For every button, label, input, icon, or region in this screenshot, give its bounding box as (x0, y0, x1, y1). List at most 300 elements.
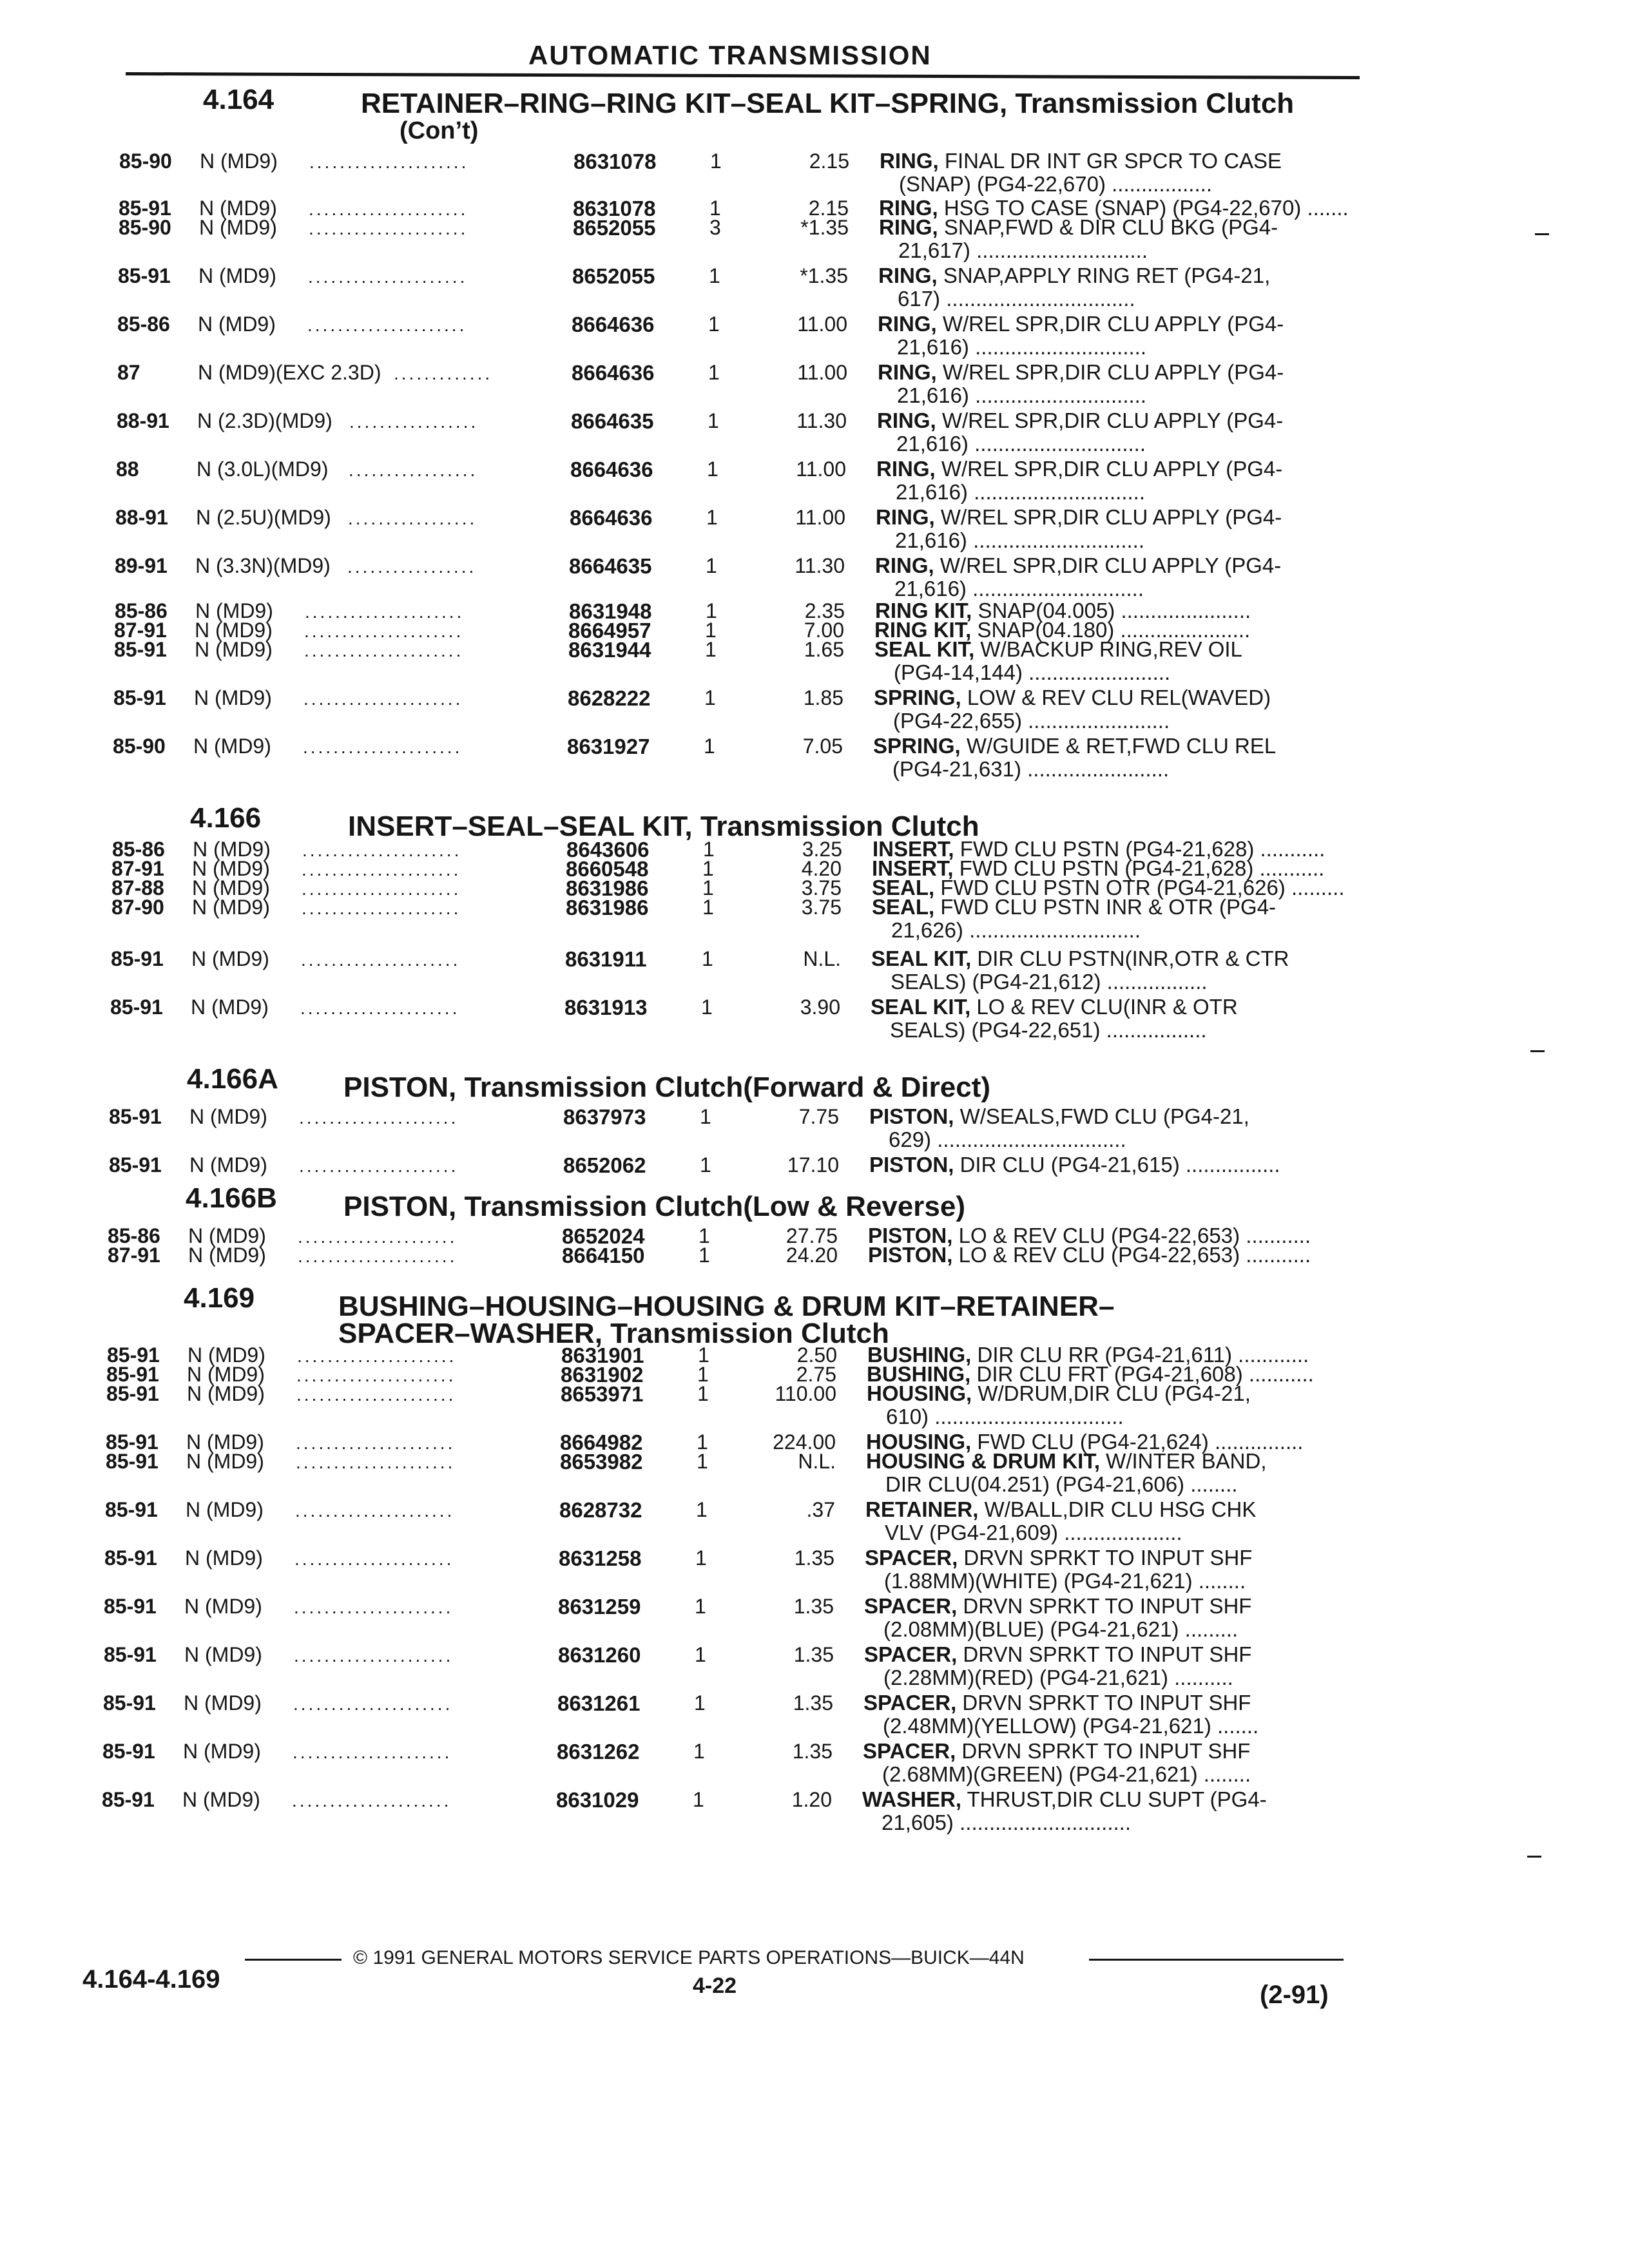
part-number: 8664636 (570, 506, 653, 530)
part-description (876, 457, 1282, 504)
price: 4.20 (801, 857, 842, 880)
quantity: 1 (697, 1363, 709, 1386)
quantity: 1 (695, 1643, 706, 1666)
model-code: N (MD9) (189, 1105, 267, 1128)
quantity: 1 (697, 1430, 708, 1454)
price: 1.35 (793, 1691, 833, 1715)
section-title-text: RETAINER–RING–RING KIT–SEAL KIT–SPRING, Transmission Clutch (361, 88, 1295, 119)
leader-dots: ............................. (963, 918, 1141, 942)
model-years: 85-91 (114, 638, 167, 661)
price: .37 (806, 1498, 835, 1521)
part-number: 8664636 (572, 312, 655, 336)
part-detail: W/BALL,DIR CLU HSG CHK (978, 1497, 1257, 1521)
part-number: 8637973 (563, 1105, 646, 1129)
quantity: 1 (707, 457, 718, 481)
part-detail: DIR CLU RR (PG4-21,611) (971, 1343, 1233, 1367)
parts-row (0, 264, 1629, 309)
model-code: N (MD9) (192, 857, 270, 880)
model-years: 85-91 (119, 197, 171, 220)
model-years: 85-91 (102, 1740, 155, 1763)
parts-row (0, 1740, 1629, 1785)
price: N.L. (798, 1450, 836, 1473)
parts-row (0, 1153, 1629, 1198)
leader-dots: ..................... (303, 737, 463, 757)
part-number: 8660548 (566, 857, 649, 881)
model-years: 85-91 (110, 995, 163, 1019)
part-description (873, 735, 1276, 781)
model-years: 85-91 (102, 1788, 155, 1811)
part-name: PISTON, (868, 1224, 953, 1247)
leader-dots: ..................... (307, 315, 467, 335)
model-code: N (MD9) (192, 896, 270, 919)
leader-dots: ................ (1179, 1153, 1280, 1177)
part-name: RING, (880, 149, 939, 173)
quantity: 1 (702, 947, 713, 970)
part-detail: W/SEALS,FWD CLU (PG4-21, (954, 1104, 1249, 1128)
leader-dots: ..................... (296, 1452, 456, 1472)
quantity: 1 (697, 1450, 708, 1473)
part-name: INSERT, (872, 837, 954, 861)
part-name: RING, (879, 196, 938, 220)
part-number: 8664150 (562, 1244, 645, 1267)
part-number: 8652055 (572, 264, 655, 288)
section-number: 4.166B (186, 1182, 277, 1214)
quantity: 1 (706, 599, 717, 622)
part-detail-cont: 21,616) (896, 480, 968, 504)
parts-row (0, 1105, 1629, 1150)
leader-dots: ..................... (309, 152, 469, 172)
leader-dots: ..................... (300, 998, 460, 1018)
quantity: 3 (709, 216, 721, 239)
part-detail: W/DRUM,DIR CLU (PG4-21, (972, 1381, 1251, 1405)
leader-dots: ..................... (304, 640, 464, 660)
model-years: 85-91 (106, 1363, 159, 1386)
section-continued-label: (Con’t) (400, 117, 479, 144)
leader-dots: ............................. (966, 577, 1144, 601)
quantity: 1 (693, 1740, 705, 1763)
quantity: 1 (695, 1595, 706, 1618)
model-code: N (3.0L)(MD9) (197, 457, 329, 481)
part-detail-cont: SEALS) (PG4-21,612) (891, 970, 1101, 994)
parts-row (0, 1382, 1629, 1427)
part-detail: DIR CLU FRT (PG4-21,608) (970, 1362, 1243, 1386)
model-years: 85-91 (103, 1691, 156, 1715)
model-code: N (MD9) (184, 1691, 262, 1715)
quantity: 1 (695, 1546, 707, 1570)
leader-dots: ......... (1179, 1617, 1239, 1641)
part-description (863, 1740, 1251, 1786)
parts-row (0, 638, 1629, 683)
price: 1.35 (794, 1546, 834, 1570)
part-detail-cont: 629) (889, 1128, 932, 1151)
part-detail: DIR CLU (PG4-21,615) (954, 1153, 1180, 1177)
part-name: BUSHING, (867, 1362, 971, 1386)
part-detail: DIR CLU PSTN(INR,OTR & CTR (971, 947, 1289, 970)
part-description (878, 312, 1284, 359)
leader-dots: ..................... (297, 1346, 457, 1366)
part-description (869, 1153, 1280, 1177)
model-code: N (MD9) (186, 1450, 264, 1473)
section-number: 4.164 (203, 84, 275, 115)
part-number: 8664635 (571, 409, 654, 433)
part-detail: SNAP(04.180) (971, 618, 1115, 642)
part-number: 8631259 (558, 1595, 641, 1619)
model-years: 85-91 (106, 1430, 159, 1454)
quantity: 1 (708, 409, 719, 432)
part-detail: W/REL SPR,DIR CLU APPLY (PG4- (935, 457, 1283, 481)
leader-dots: ............................. (969, 335, 1146, 359)
model-code: N (2.5U)(MD9) (196, 506, 331, 529)
model-years: 85-91 (104, 1546, 157, 1570)
price: *1.35 (800, 216, 849, 239)
part-name: SPACER, (864, 1594, 958, 1618)
leader-dots: ..................... (309, 199, 468, 219)
model-years: 88-91 (115, 506, 168, 529)
part-detail: W/REL SPR,DIR CLU APPLY (PG4- (934, 505, 1282, 529)
part-number: 8631948 (569, 599, 652, 623)
part-name: RING, (875, 553, 934, 577)
quantity: 1 (702, 896, 714, 919)
price: 11.00 (796, 457, 846, 481)
part-detail-cont: 21,605) (882, 1811, 954, 1834)
part-number: 8631911 (565, 947, 647, 971)
part-detail-cont: 21,617) (898, 238, 970, 262)
model-code: N (MD9) (192, 876, 270, 899)
model-years: 85-90 (113, 735, 166, 758)
part-name: SPRING, (873, 734, 961, 758)
part-name: RING KIT, (875, 599, 972, 622)
price: 1.35 (792, 1740, 833, 1763)
part-number: 8643606 (566, 838, 650, 861)
leader-dots: ............. (394, 363, 493, 383)
model-years: 85-86 (117, 312, 170, 336)
price: 2.35 (804, 599, 845, 622)
quantity: 1 (702, 857, 714, 880)
margin-mark (1535, 233, 1549, 235)
part-detail-cont: (PG4-21,631) (892, 757, 1021, 781)
part-description (878, 361, 1284, 407)
quantity: 1 (701, 995, 713, 1019)
part-name: INSERT, (872, 856, 954, 880)
leader-dots: ................. (348, 508, 477, 528)
price: 11.00 (795, 506, 845, 529)
model-code: N (MD9) (188, 1343, 265, 1367)
leader-dots: ....... (1211, 1714, 1259, 1738)
header-rule (126, 72, 1360, 79)
section-title-line2: SPACER–WASHER, Transmission Clutch (338, 1318, 889, 1349)
part-description (863, 1691, 1258, 1738)
leader-dots: ..................... (292, 1791, 452, 1811)
part-name: SEAL, (872, 876, 935, 899)
parts-row (0, 1691, 1629, 1736)
part-name: SEAL KIT, (871, 947, 972, 970)
leader-dots: ............................. (953, 1811, 1131, 1834)
part-number: 8664982 (560, 1430, 643, 1454)
part-description (871, 947, 1289, 994)
part-number: 8631260 (558, 1643, 641, 1667)
quantity: 1 (710, 149, 722, 173)
part-detail: HSG TO CASE (SNAP) (PG4-22,670) (938, 196, 1302, 220)
part-number: 8653971 (561, 1382, 644, 1406)
part-name: PISTON, (869, 1153, 954, 1177)
part-number: 8631986 (566, 876, 649, 900)
leader-dots: ........... (1240, 1243, 1311, 1267)
section-title: PISTON, Transmission Clutch(Forward & Direct) (343, 1072, 991, 1103)
footer-copyright: © 1991 GENERAL MOTORS SERVICE PARTS OPERATIONS—BUICK—44N (353, 1947, 1025, 1968)
model-code: N (MD9) (186, 1430, 264, 1454)
model-code: N (MD9) (195, 599, 273, 622)
model-years: 87-91 (114, 619, 167, 642)
leader-dots: ........ (1192, 1569, 1246, 1593)
part-detail: SNAP,FWD & DIR CLU BKG (PG4- (938, 215, 1278, 239)
part-detail: W/BACKUP RING,REV OIL (974, 637, 1242, 661)
part-detail: W/INTER BAND, (1100, 1449, 1267, 1473)
part-detail: FWD CLU PSTN (PG4-21,628) (953, 856, 1254, 880)
part-detail: SNAP(04.005) (972, 599, 1115, 622)
part-description (862, 1788, 1267, 1834)
price: 2.75 (796, 1363, 836, 1386)
price: 11.00 (797, 361, 847, 384)
quantity: 1 (696, 1498, 708, 1521)
part-name: BUSHING, (867, 1343, 972, 1367)
model-code: N (MD9) (184, 1595, 262, 1618)
part-description (865, 1498, 1256, 1544)
part-number: 8631944 (568, 638, 651, 662)
model-code: N (MD9) (187, 1382, 265, 1405)
part-number: 8628732 (559, 1498, 642, 1522)
part-name: RING, (876, 457, 936, 481)
model-years: 88 (116, 457, 139, 481)
part-name: RETAINER, (865, 1497, 979, 1521)
part-name: SPACER, (864, 1642, 958, 1666)
part-name: HOUSING, (867, 1381, 972, 1405)
price: N.L. (803, 947, 841, 970)
leader-dots: ............................. (967, 480, 1145, 504)
quantity: 1 (698, 1343, 709, 1367)
part-detail-cont: (2.08MM)(BLUE) (PG4-21,621) (883, 1617, 1179, 1641)
part-name: SPACER, (863, 1691, 957, 1715)
quantity: 1 (708, 361, 720, 384)
footer-rule (245, 1959, 342, 1961)
part-detail: W/REL SPR,DIR CLU APPLY (PG4- (936, 312, 1284, 336)
quantity: 1 (699, 1224, 710, 1247)
model-code: N (MD9) (193, 838, 271, 861)
footer-date: (2-91) (1260, 1981, 1329, 2009)
price: 3.75 (801, 896, 842, 919)
part-number: 8652055 (573, 216, 656, 240)
quantity: 1 (704, 686, 716, 709)
part-detail: THRUST,DIR CLU SUPT (PG4- (961, 1787, 1267, 1811)
leader-dots: ............................. (969, 383, 1146, 407)
parts-row (0, 1788, 1629, 1833)
parts-row (0, 1546, 1629, 1591)
model-code: N (MD9) (193, 735, 271, 758)
model-years: 85-91 (105, 1498, 158, 1521)
quantity: 1 (706, 506, 718, 529)
part-name: PISTON, (869, 1104, 954, 1128)
part-description (872, 896, 1276, 942)
model-years: 85-91 (104, 1595, 157, 1618)
parts-row (0, 312, 1629, 358)
model-years: 87 (117, 361, 140, 384)
quantity: 1 (699, 1244, 710, 1267)
leader-dots: ..................... (301, 950, 461, 970)
part-description (865, 1546, 1252, 1593)
part-detail-cont: (PG4-22,655) (893, 709, 1022, 733)
leader-dots: ..................... (296, 1365, 456, 1385)
quantity: 1 (705, 619, 717, 642)
price: 1.35 (793, 1595, 834, 1618)
part-number: 8631927 (567, 735, 650, 758)
part-number: 8628222 (568, 686, 651, 710)
leader-dots: ................. (1105, 172, 1212, 196)
part-number: 8664636 (570, 457, 653, 481)
part-description (869, 1105, 1249, 1151)
part-detail-cont: (PG4-14,144) (894, 660, 1023, 684)
part-detail: W/GUIDE & RET,FWD CLU REL (960, 734, 1277, 758)
part-name: HOUSING, (866, 1430, 972, 1454)
part-detail-cont: (2.48MM)(YELLOW) (PG4-21,621) (883, 1714, 1211, 1738)
quantity: 1 (705, 638, 717, 661)
section-number: 4.166A (187, 1063, 278, 1095)
model-years: 85-91 (109, 1105, 162, 1128)
part-detail: LOW & REV CLU REL(WAVED) (961, 686, 1271, 709)
model-code: N (MD9) (184, 1643, 262, 1666)
leader-dots: ......... (1285, 876, 1345, 899)
leader-dots: ........... (1254, 837, 1325, 861)
part-name: SPRING, (874, 686, 961, 709)
leader-dots: ........................ (1021, 709, 1170, 733)
part-name: WASHER, (862, 1787, 962, 1811)
part-name: SPACER, (865, 1546, 958, 1570)
price: 1.65 (804, 638, 844, 661)
part-detail: LO & REV CLU (PG4-22,653) (952, 1224, 1240, 1247)
part-description (880, 149, 1282, 196)
part-name: RING, (878, 312, 937, 336)
leader-dots: ........... (1242, 1362, 1314, 1386)
part-number: 8631078 (573, 197, 656, 220)
model-code: N (MD9) (189, 1153, 267, 1177)
quantity: 1 (709, 264, 720, 287)
leader-dots: ................. (349, 460, 478, 480)
model-years: 87-91 (108, 1244, 160, 1267)
part-number: 8664636 (572, 361, 655, 385)
section-title (361, 90, 1294, 144)
part-name: RING, (877, 408, 936, 432)
part-description (874, 686, 1271, 733)
section-number: 4.166 (190, 802, 262, 834)
part-detail: DRVN SPRKT TO INPUT SHF (956, 1739, 1251, 1763)
leader-dots: ................. (349, 412, 479, 432)
part-detail-cont: SEALS) (PG4-22,651) (890, 1018, 1101, 1042)
leader-dots: ........................ (1022, 660, 1171, 684)
part-name: SPACER, (863, 1739, 956, 1763)
leader-dots: ........................ (1021, 757, 1170, 781)
model-years: 85-90 (119, 149, 172, 173)
parts-row (0, 1643, 1629, 1688)
leader-dots: ....... (1301, 196, 1349, 220)
margin-mark (1530, 1050, 1545, 1052)
leader-dots: ............... (1208, 1430, 1304, 1454)
margin-mark (1527, 1856, 1541, 1858)
section-number: 4.169 (184, 1282, 255, 1314)
part-detail-cont: 21,616) (895, 528, 967, 552)
part-number: 8664957 (568, 619, 651, 642)
part-name: SEAL KIT, (871, 995, 971, 1019)
leader-dots: ..................... (299, 1108, 459, 1128)
leader-dots: ..................... (293, 1694, 453, 1714)
leader-dots: ..................... (296, 1433, 456, 1453)
leader-dots: ........ (1184, 1472, 1238, 1496)
leader-dots: ..................... (294, 1646, 454, 1666)
part-description (864, 1643, 1251, 1689)
part-description (874, 638, 1242, 684)
part-detail-cont: 617) (898, 287, 941, 311)
part-number: 8631261 (557, 1691, 641, 1715)
price: 7.00 (804, 619, 844, 642)
part-number: 8631901 (561, 1343, 644, 1367)
leader-dots: ...................... (1114, 618, 1251, 642)
section-title (338, 1293, 1114, 1347)
model-years: 87-88 (111, 876, 164, 899)
model-code: N (MD9) (195, 619, 273, 642)
model-code: N (MD9) (186, 1498, 264, 1521)
part-detail: FWD CLU PSTN INR & OTR (PG4- (934, 895, 1277, 919)
leader-dots: ..................... (302, 860, 461, 879)
parts-row (0, 1498, 1629, 1543)
price: 2.15 (809, 149, 849, 173)
leader-dots: ................. (1100, 1018, 1207, 1042)
parts-row (0, 1595, 1629, 1640)
page-title: AUTOMATIC TRANSMISSION (528, 40, 932, 70)
leader-dots: ................................ (931, 1128, 1126, 1151)
part-detail-cont: 21,616) (897, 335, 969, 359)
price: 2.15 (808, 197, 849, 220)
parts-row (0, 216, 1629, 261)
parts-row (0, 506, 1629, 551)
part-number: 8631262 (557, 1740, 640, 1763)
quantity: 1 (700, 1105, 711, 1128)
part-number: 8631913 (564, 995, 648, 1019)
model-years: 85-91 (104, 1643, 157, 1666)
part-number: 8631078 (574, 149, 657, 173)
parts-row (0, 1244, 1629, 1289)
part-detail: LO & REV CLU (PG4-22,653) (952, 1243, 1240, 1267)
model-years: 85-91 (106, 1450, 159, 1473)
quantity: 1 (708, 312, 720, 336)
part-name: SEAL, (872, 895, 935, 919)
part-detail-cont: DIR CLU(04.251) (PG4-21,606) (885, 1472, 1185, 1496)
parts-row (0, 361, 1629, 406)
section-title-line1: BUSHING–HOUSING–HOUSING & DRUM KIT–RETAINER– (338, 1291, 1115, 1322)
part-detail: FWD CLU PSTN OTR (PG4-21,626) (934, 876, 1286, 899)
parts-row (0, 409, 1629, 454)
leader-dots: ..................... (295, 1501, 455, 1521)
leader-dots: ..................... (304, 621, 464, 641)
part-name: HOUSING & DRUM KIT, (866, 1449, 1100, 1473)
quantity: 1 (703, 838, 715, 861)
part-detail-cont: 21,616) (894, 577, 967, 601)
price: 2.50 (796, 1343, 837, 1367)
model-years: 89-91 (115, 554, 168, 577)
leader-dots: ...................... (1115, 599, 1251, 622)
price: 1.85 (803, 686, 843, 709)
part-detail: SNAP,APPLY RING RET (PG4-21, (937, 264, 1271, 287)
quantity: 1 (697, 1382, 709, 1405)
leader-dots: ..................... (304, 689, 463, 709)
part-detail: LO & REV CLU(INR & OTR (970, 995, 1238, 1019)
quantity: 1 (709, 197, 721, 220)
